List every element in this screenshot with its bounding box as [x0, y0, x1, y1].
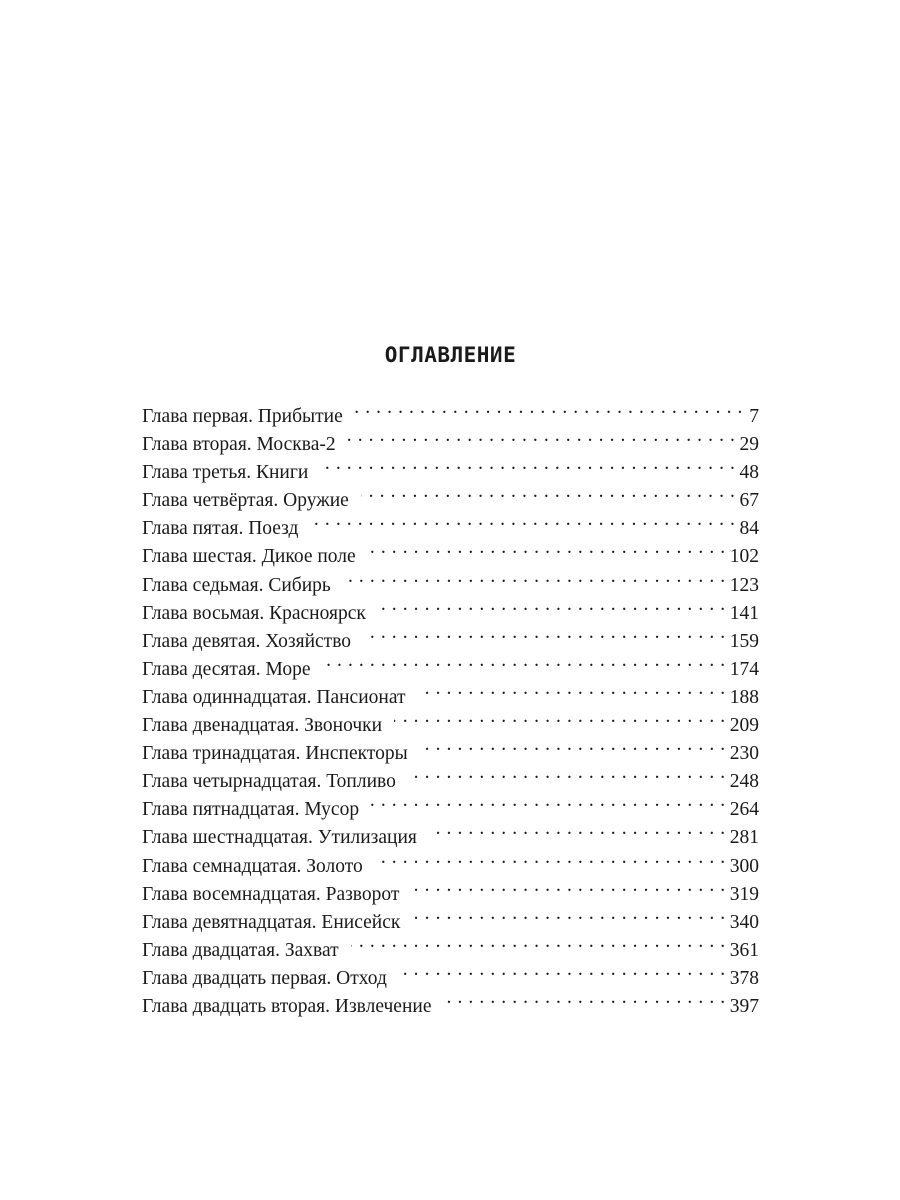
toc-dot-leader [411, 872, 725, 900]
toc-dot-leader [371, 787, 726, 815]
toc-entry-page: 141 [729, 602, 759, 624]
toc-entry-page: 209 [729, 715, 759, 737]
toc-entry-page: 102 [729, 546, 759, 568]
toc-entry-page: 84 [739, 518, 759, 540]
toc-entry-page: 29 [739, 434, 759, 456]
toc-dot-leader [408, 759, 726, 787]
toc-dot-leader [320, 450, 735, 478]
toc-entry-page: 123 [729, 574, 759, 596]
toc-entry-page: 319 [729, 883, 759, 905]
toc-dot-leader [355, 394, 743, 422]
toc-dot-leader [375, 844, 726, 872]
toc-entry-page: 397 [729, 995, 759, 1017]
toc-entry [142, 394, 759, 427]
toc-entry-page: 67 [739, 490, 759, 512]
toc-dot-leader [429, 815, 726, 843]
toc-dot-leader [361, 478, 736, 506]
toc-entry-title: Глава третья. Книги [142, 462, 309, 484]
toc-entry-title: Глава одиннадцатая. Пансионат [142, 686, 406, 708]
toc-dot-leader [351, 928, 726, 956]
toc-entry-title: Глава четвёртая. Оружие [142, 490, 349, 512]
toc-dot-leader [394, 703, 726, 731]
toc-list [142, 394, 759, 1017]
toc-dot-leader [420, 731, 726, 759]
toc-dot-leader [399, 956, 726, 984]
toc-entry-title: Глава семнадцатая. Золото [142, 855, 363, 877]
toc-entry-title: Глава девятая. Хозяйство [142, 630, 352, 652]
toc-entry-title: Глава двадцатая. Захват [142, 939, 339, 961]
toc-entry-title: Глава пятнадцатая. Мусор [142, 799, 360, 821]
toc-entry-page: 188 [729, 686, 759, 708]
toc-dot-leader [363, 619, 726, 647]
toc-dot-leader [323, 647, 726, 675]
toc-entry-title: Глава двадцать вторая. Извлечение [142, 995, 432, 1017]
toc-entry-title: Глава первая. Прибытие [142, 406, 343, 427]
toc-entry-page: 378 [729, 967, 759, 989]
toc-entry-page: 281 [729, 827, 759, 849]
toc-dot-leader [412, 900, 725, 928]
toc-entry-title: Глава восьмая. Красноярск [142, 602, 366, 624]
toc-entry-title: Глава седьмая. Сибирь [142, 574, 331, 596]
toc-entry-page: 174 [729, 658, 759, 680]
toc-entry-page: 159 [729, 630, 759, 652]
toc-entry-title: Глава двенадцатая. Звоночки [142, 715, 383, 737]
toc-entry-title: Глава десятая. Море [142, 658, 311, 680]
toc-entry-page: 340 [729, 911, 759, 933]
toc-entry-title: Глава пятая. Поезд [142, 518, 299, 540]
toc-entry-page: 300 [729, 855, 759, 877]
toc-entry-title: Глава четырнадцатая. Топливо [142, 771, 396, 793]
toc-entry-title: Глава девятнадцатая. Енисейск [142, 911, 401, 933]
toc-entry-title: Глава восемнадцатая. Разворот [142, 883, 400, 905]
toc-dot-leader [443, 984, 725, 1012]
toc-entry-page: 264 [729, 799, 759, 821]
toc-dot-leader [368, 534, 726, 562]
toc-dot-leader [418, 675, 726, 703]
toc-entry-page: 248 [729, 771, 759, 793]
toc-entry-title: Глава шестая. Дикое поле [142, 546, 356, 568]
toc-entry-page: 361 [729, 939, 759, 961]
toc-dot-leader [343, 563, 726, 591]
toc-entry-title: Глава вторая. Москва-2 [142, 434, 336, 456]
toc-entry-page: 48 [739, 462, 759, 484]
toc-dot-leader [310, 506, 735, 534]
toc-title: ОГЛАВЛЕНИЕ [384, 343, 517, 367]
toc-entry-page: 7 [749, 406, 759, 427]
toc-entry-title: Глава тринадцатая. Инспекторы [142, 743, 408, 765]
toc-dot-leader [348, 422, 736, 450]
table-of-contents [142, 340, 759, 1017]
toc-dot-leader [378, 591, 726, 619]
toc-entry-title: Глава шестнадцатая. Утилизация [142, 827, 417, 849]
toc-entry-page: 230 [729, 743, 759, 765]
toc-entry-title: Глава двадцать первая. Отход [142, 967, 387, 989]
